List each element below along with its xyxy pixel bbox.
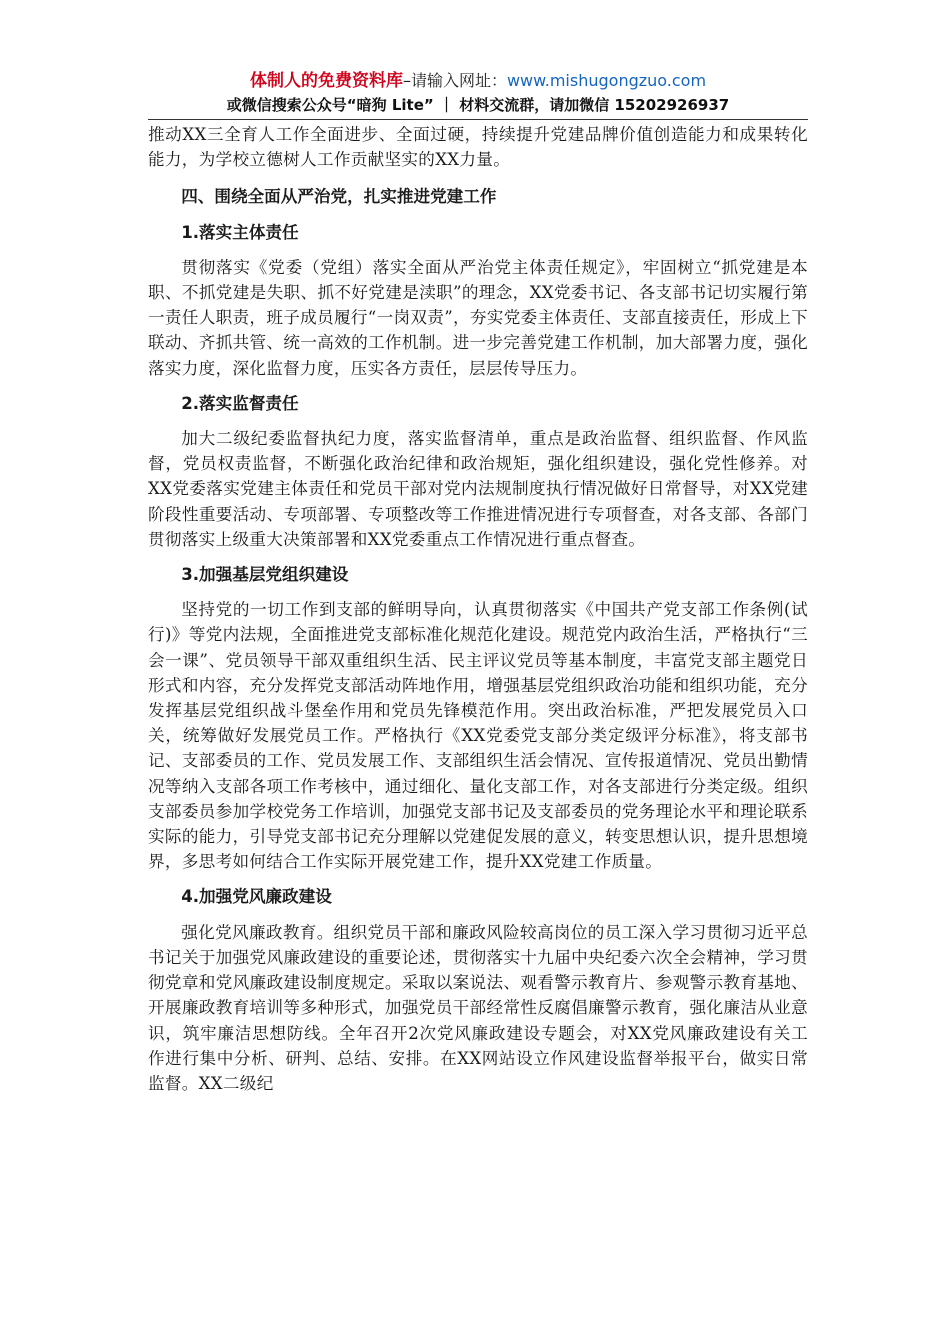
subsection-3-heading: 3.加强基层党组织建设 (181, 565, 349, 585)
page-header (148, 70, 808, 116)
subsection-4-heading: 4.加强党风廉政建设 (181, 887, 332, 907)
header-line-2: 或微信搜索公众号“暗狗 Lite” ｜ 材料交流群，请加微信 15202926937 (226, 96, 730, 114)
header-url-link[interactable]: www.mishugongzuo.com (506, 71, 707, 90)
header-line-1 (148, 70, 808, 92)
header-prompt: –请输入网址： (402, 71, 507, 90)
document-body (148, 122, 808, 1096)
header-divider (148, 119, 808, 120)
intro-continuation: 推动XX三全育人工作全面进步、全面过硬，持续提升党建品牌价值创造能力和成果转化能力，为学校立德树人工作贡献坚实的XX力量。 (148, 125, 808, 170)
subsection-2-heading: 2.落实监督责任 (181, 393, 299, 413)
subsection-4-paragraph: 强化党风廉政教育。组织党员干部和廉政风险较高岗位的员工深入学习贯彻习近平总书记关于加强党风廉政建设的重要论述，贯彻落实十九届中央纪委六次全会精神，学习贯彻党章和党风廉政建设制度规定。采取以案说法、观看警示教育片、参观警示教育基地、开展廉政教育培训等多种形式，加强党员干部经常性反腐倡廉警示教育，强化廉洁从业意识，筑牢廉洁思想防线。全年召开2次党风廉政建设专题会，对XX党风廉政建设有关工作进行集中分析、研判、总结、安排。在XX网站设立作风建设监督举报平台，做实日常监督。XX二级纪 (148, 922, 808, 1093)
subsection-3-paragraph: 坚持党的一切工作到支部的鲜明导向，认真贯彻落实《中国共产党支部工作条例(试行)》等党内法规，全面推进党支部标准化规范化建设。规范党内政治生活，严格执行“三会一课”、党员领导干部双重组织生活、民主评议党员等基本制度，丰富党支部主题党日形式和内容，充分发挥党支部活动阵地作用，增强基层党组织政治功能和组织功能，充分发挥基层党组织战斗堡垒作用和党员先锋模范作用。突出政治标准，严把发展党员入口关，统筹做好发展党员工作。严格执行《XX党委党支部分类定级评分标准》，将支部书记、支部委员的工作、党员发展工作、支部组织生活会情况、宣传报道情况、党员出勤情况等纳入支部各项工作考核中，通过细化、量化支部工作，对各支部进行分类定级。组织支部委员参加学校党务工作培训，加强党支部书记及支部委员的党务理论水平和理论联系实际的能力，引导党支部书记充分理解以党建促发展的意义，转变思想认识，提升思想境界，多思考如何结合工作实际开展党建工作，提升XX党建工作质量。 (148, 600, 808, 872)
section-4-heading: 四、围绕全面从严治党，扎实推进党建工作 (181, 187, 497, 207)
subsection-1-paragraph: 贯彻落实《党委（党组）落实全面从严治党主体责任规定》，牢固树立“抓党建是本职、不抓党建是失职、抓不好党建是渎职”的理念，XX党委书记、各支部书记切实履行第一责任人职责，班子成员履行“一岗双责”，夯实党委主体责任、支部直接责任，形成上下联动、齐抓共管、统一高效的工作机制。进一步完善党建工作机制，加大部署力度，强化落实力度，深化监督力度，压实各方责任，层层传导压力。 (148, 257, 808, 378)
header-brand: 体制人的免费资料库 (249, 71, 403, 91)
subsection-1-heading: 1.落实主体责任 (181, 222, 299, 242)
subsection-2-paragraph: 加大二级纪委监督执纪力度，落实监督清单，重点是政治监督、组织监督、作风监督，党员权责监督，不断强化政治纪律和政治规矩，强化组织建设，强化党性修养。对XX党委落实党建主体责任和党员干部对党内法规制度执行情况做好日常督导，对XX党建阶段性重要活动、专项部署、专项整改等工作推进情况进行专项督查，对各支部、各部门贯彻落实上级重大决策部署和XX党委重点工作情况进行重点督查。 (148, 429, 808, 549)
